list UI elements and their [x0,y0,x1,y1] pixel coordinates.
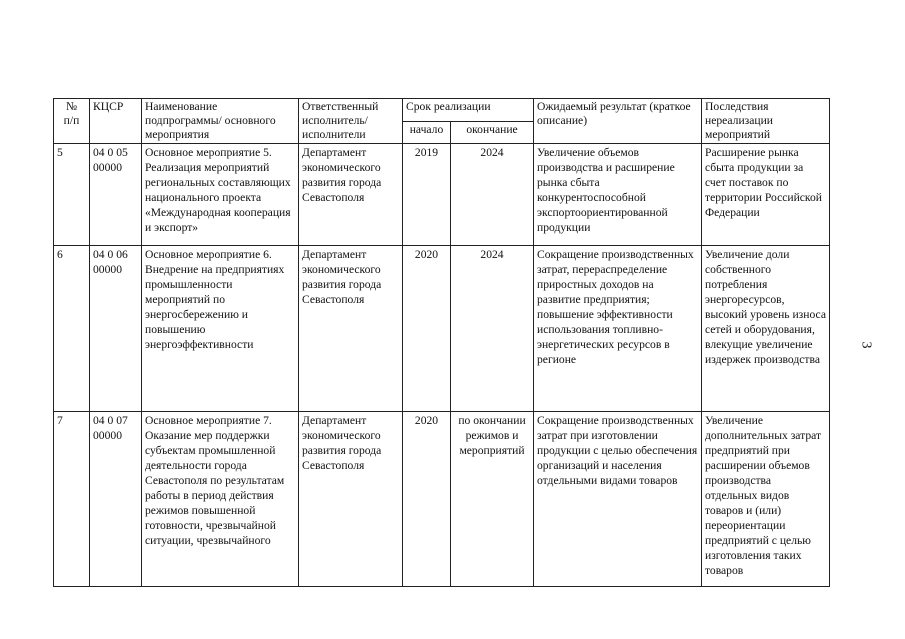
cell-name: Основное мероприятие 5. Реализация мероприятий региональных составляющих национального проекта «Международная кооперация и экспорт» [142,144,299,246]
header-kcsr: КЦСР [90,99,142,144]
cell-consequences: Увеличение доли собственного потребления энергоресурсов, высокий уровень износа сетей и оборудования, влекущие увеличение издержек производства [702,246,830,412]
header-period: Срок реализации [403,99,534,122]
cell-result: Сокращение производственных затрат, перераспределение приростных доходов на развитие предприятия; повышение эффективности использования топливно-энергетических ресурсов в регионе [534,246,702,412]
table-row [54,412,830,587]
cell-start: 2019 [403,144,451,246]
cell-num: 6 [54,246,90,412]
cell-responsible: Департамент экономического развития города Севастополя [299,412,403,587]
header-end: окончание [451,121,534,144]
cell-end: 2024 [451,144,534,246]
header-name: Наименование подпрограммы/ основного мероприятия [142,99,299,144]
header-row [54,99,830,122]
page-number: 3 [858,341,874,349]
cell-result: Увеличение объемов производства и расширение рынка сбыта конкурентоспособной экспортоориентированной продукции [534,144,702,246]
cell-result: Сокращение производственных затрат при изготовлении продукции с целью обеспечения организаций и населения отдельными видами товаров [534,412,702,587]
cell-responsible: Департамент экономического развития города Севастополя [299,246,403,412]
table-row [54,246,830,412]
header-responsible: Ответственный исполнитель/ исполнители [299,99,403,144]
cell-consequences: Расширение рынка сбыта продукции за счет поставок по территории Российской Федерации [702,144,830,246]
cell-consequences: Увеличение дополнительных затрат предприятий при расширении объемов производства отдельных видов товаров и (или) переориентации предприятий с целью изготовления таких товаров [702,412,830,587]
header-start: начало [403,121,451,144]
cell-num: 7 [54,412,90,587]
cell-kcsr: 04 0 05 00000 [90,144,142,246]
cell-end: по окончании режимов и мероприятий [451,412,534,587]
cell-name: Основное мероприятие 7. Оказание мер поддержки субъектам промышленной деятельности города Севастополя по результатам работы в период действия режимов повышенной готовности, чрезвычайной ситуации, чрезвычайного [142,412,299,587]
cell-kcsr: 04 0 06 00000 [90,246,142,412]
header-num: № п/п [54,99,90,144]
cell-start: 2020 [403,412,451,587]
cell-responsible: Департамент экономического развития города Севастополя [299,144,403,246]
table-row [54,144,830,246]
measures-table [53,98,830,587]
document-sheet [53,98,830,587]
header-consequences: Последствия нереализации мероприятий [702,99,830,144]
cell-num: 5 [54,144,90,246]
header-result: Ожидаемый результат (краткое описание) [534,99,702,144]
cell-kcsr: 04 0 07 00000 [90,412,142,587]
cell-start: 2020 [403,246,451,412]
cell-end: 2024 [451,246,534,412]
cell-name: Основное мероприятие 6. Внедрение на предприятиях промышленности мероприятий по энергосбережению и повышению энергоэффективности [142,246,299,412]
